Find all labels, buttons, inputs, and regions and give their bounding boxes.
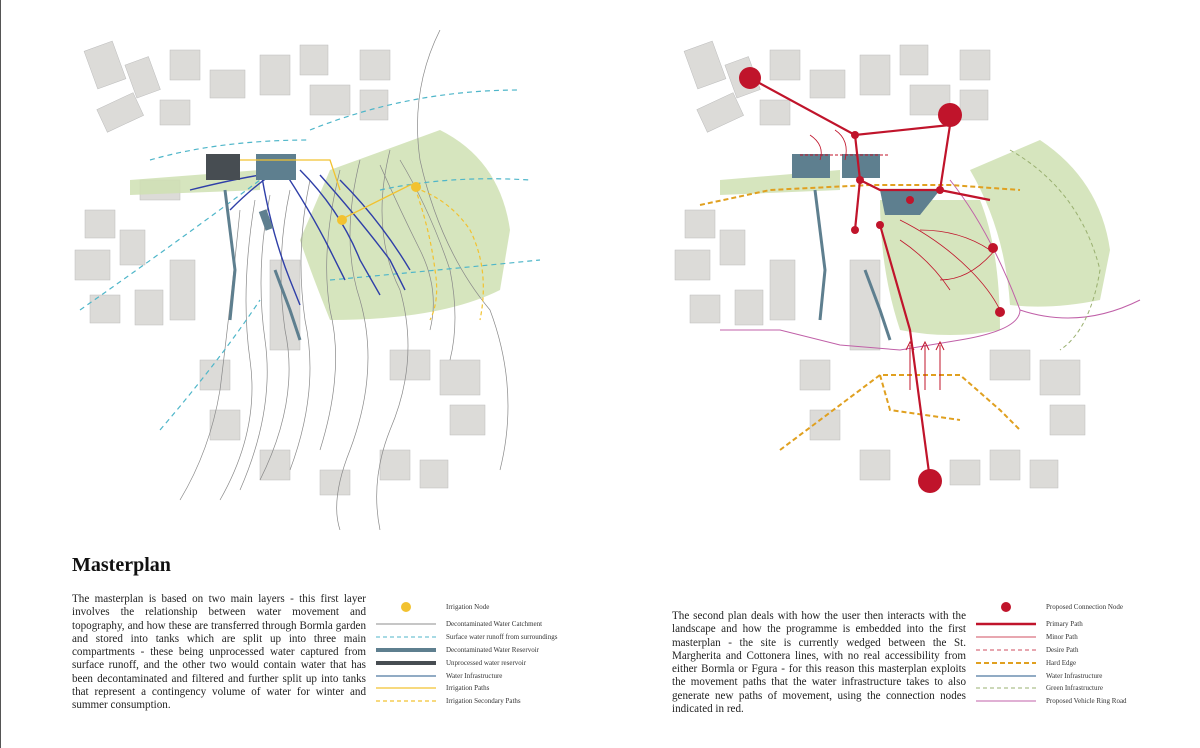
legend-item (976, 618, 1196, 631)
movement-layer-description: The second plan deals with how the user then interacts with the landscape and how the programme is embedded into the first masterplan - the site is currently wedged between the St. Margherita and Cottonera lines, with no real accessibility from either Bormla or Fgura - for this reason this masterplan exploits the movement paths that the water infrastructure takes to also generate new paths of movement, using the connection nodes indicated in red. (672, 610, 966, 716)
legend-item (376, 618, 596, 631)
unprocessed-reservoir (206, 154, 240, 180)
legend-label: Desire Path (1046, 645, 1079, 654)
cyan-dashed-line-icon (376, 632, 436, 642)
yellow-dot-icon (376, 602, 436, 612)
green-garden-area (300, 130, 510, 320)
yellow-line-icon (376, 683, 436, 693)
green-dashed-line-icon (976, 683, 1036, 693)
legend-label: Green Infrastructure (1046, 684, 1103, 693)
thick-red-line-icon (976, 619, 1036, 629)
blue-grey-line-icon (976, 671, 1036, 681)
legend-item (376, 644, 596, 657)
thick-slate-bar-icon (376, 645, 436, 655)
blue-grey-line-icon (376, 671, 436, 681)
red-dot-icon (976, 602, 1036, 612)
water-layer-description: The masterplan is based on two main layers - this first layer involves the relationship between water movement and topography, and how these are transferred through Bormla garden and stored into tanks which are split up into three main compartments - these being unprocessed water captured from surface runoff, and the other two would contain water that has been decontaminated and filtered and further split up into tanks that represent a contingency volume of water for winter and summer consumption. (72, 593, 366, 712)
legend-item (976, 656, 1196, 669)
legend-label: Unprocessed water reservoir (446, 658, 527, 667)
legend-item (976, 669, 1196, 682)
legend-item (376, 656, 596, 669)
legend-label: Irrigation Secondary Paths (446, 697, 521, 706)
legend-item (376, 669, 596, 682)
legend-item (376, 682, 596, 695)
thin-red-line-icon (976, 632, 1036, 642)
legend-label: Surface water runoff from surroundings (446, 633, 558, 642)
legend-item (976, 644, 1196, 657)
green-garden-area (880, 200, 1000, 335)
movement-masterplan-drawing (660, 30, 1160, 530)
legend-label: Hard Edge (1046, 658, 1077, 667)
legend-item (376, 600, 596, 614)
legend-item (976, 682, 1196, 695)
legend-label: Irrigation Node (446, 603, 490, 611)
page-edge (0, 0, 1, 748)
legend-label: Proposed Vehicle Ring Road (1046, 697, 1127, 706)
legend-label: Water Infrastructure (1046, 671, 1103, 680)
green-strip (130, 170, 260, 195)
water-legend (376, 600, 596, 708)
legend-label: Proposed Connection Node (1046, 603, 1123, 611)
legend-label: Decontaminated Water Catchment (446, 620, 543, 629)
section-heading: Masterplan (72, 554, 171, 576)
legend-label: Primary Path (1046, 620, 1083, 629)
water-masterplan-map (60, 30, 560, 530)
legend-label: Decontaminated Water Reservoir (446, 645, 539, 654)
decontaminated-reservoirs (256, 154, 296, 231)
legend-label: Water Infrastructure (446, 671, 503, 680)
legend-item (976, 631, 1196, 644)
legend-label: Irrigation Paths (446, 684, 490, 693)
legend-item (976, 600, 1196, 614)
legend-label: Minor Path (1046, 633, 1078, 642)
orange-dashed-line-icon (976, 658, 1036, 668)
red-dashed-line-icon (976, 645, 1036, 655)
legend-item (376, 695, 596, 708)
thin-grey-line-icon (376, 619, 436, 629)
thick-dark-bar-icon (376, 658, 436, 668)
yellow-dashed-line-icon (376, 696, 436, 706)
legend-item (376, 631, 596, 644)
movement-legend (976, 600, 1196, 708)
legend-item (976, 695, 1196, 708)
pink-line-icon (976, 696, 1036, 706)
water-masterplan-drawing (60, 30, 560, 530)
movement-masterplan-map (660, 30, 1160, 530)
